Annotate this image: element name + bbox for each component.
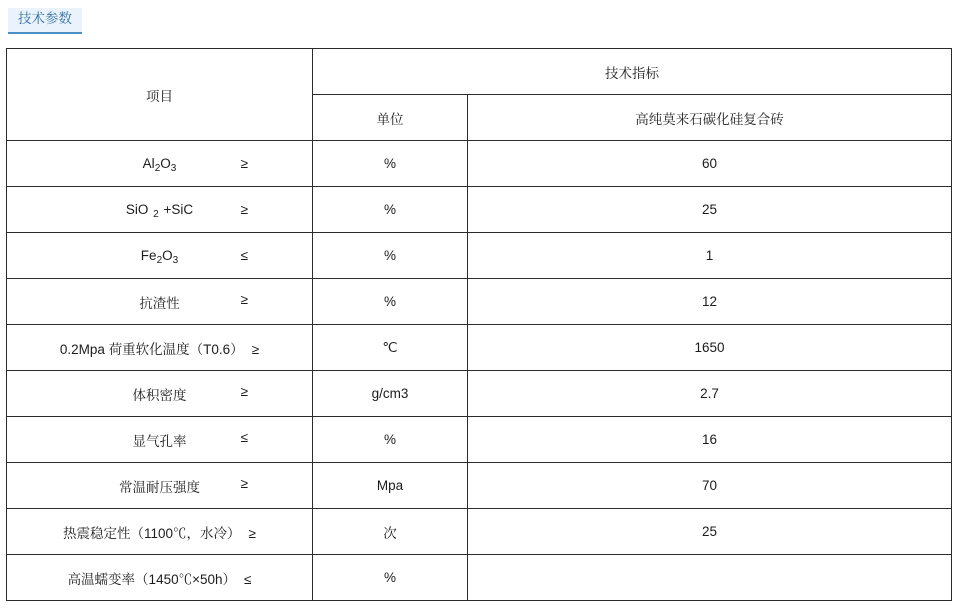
table-row [7,279,952,325]
item-name-wrapper [13,248,306,266]
comparison-operator: ≥ [240,475,248,491]
cell-item-name [7,555,313,601]
item-name-text: 常温耐压强度 [119,479,200,495]
cell-value: 1 [468,233,952,279]
table-row [7,417,952,463]
table-row [7,555,952,601]
comparison-operator: ≥ [240,202,248,217]
cell-unit: % [313,417,468,463]
table-row [7,141,952,187]
cell-item-name [7,141,313,187]
cell-value: 1650 [468,325,952,371]
header-cell-item: 项目 [7,49,313,141]
item-name-wrapper [13,156,306,174]
table-row [7,371,952,417]
header-cell-product: 高纯莫来石碳化硅复合砖 [468,95,952,141]
cell-value: 70 [468,463,952,509]
tab-technical-parameters[interactable] [8,8,82,34]
tab-label: 技术参数 [18,11,72,26]
cell-value [468,555,952,601]
header-cell-unit: 单位 [313,95,468,141]
cell-item-name [7,463,313,509]
cell-item-name [7,279,313,325]
cell-item-name [7,417,313,463]
comparison-operator: ≥ [240,291,248,307]
item-name-wrapper [13,292,306,312]
item-name-text: 抗渣性 [139,295,180,311]
item-name-wrapper [13,430,306,450]
technical-parameters-table [6,48,952,601]
item-name-text: 热震稳定性（1100℃，水冷） [63,525,241,541]
cell-item-name [7,325,313,371]
item-name-wrapper [13,476,306,496]
table-row [7,509,952,555]
cell-unit: Mpa [313,463,468,509]
cell-unit: % [313,279,468,325]
table-body [7,49,952,601]
table-row [7,233,952,279]
item-name-text: $Al_2O_3$ [142,156,177,174]
item-name-wrapper [13,384,306,404]
cell-item-name [7,509,313,555]
item-name-text: 显气孔率 [132,433,187,449]
cell-value: 60 [468,141,952,187]
item-name-wrapper [13,568,306,588]
item-name-wrapper [13,202,306,220]
cell-unit: % [313,555,468,601]
cell-item-name [7,187,313,233]
cell-unit: ℃ [313,325,468,371]
cell-unit: % [313,187,468,233]
cell-value: 25 [468,509,952,555]
table-header-row-1 [7,49,952,95]
cell-unit: 次 [313,509,468,555]
comparison-operator: ≥ [248,525,256,541]
cell-value: 16 [468,417,952,463]
item-name-text: SiO $_2$ +SiC [125,202,194,220]
cell-unit: % [313,141,468,187]
item-name-text: 0.2Mpa 荷重软化温度（T0.6） [59,341,244,357]
table-row [7,325,952,371]
cell-value: 25 [468,187,952,233]
cell-item-name [7,233,313,279]
item-name-text: 体积密度 [132,387,187,403]
item-name-wrapper [13,522,306,542]
cell-value: 12 [468,279,952,325]
comparison-operator: ≤ [244,571,252,587]
cell-item-name [7,371,313,417]
cell-unit: g/cm3 [313,371,468,417]
header-cell-indicator: 技术指标 [313,49,952,95]
comparison-operator: ≥ [240,383,248,399]
comparison-operator: ≤ [240,429,248,445]
table-row [7,187,952,233]
comparison-operator: ≥ [251,341,260,357]
item-name-wrapper [13,338,306,358]
item-name-text: $Fe_2O_3$ [140,248,179,266]
comparison-operator: ≥ [240,156,248,171]
comparison-operator: ≤ [240,248,248,263]
spec-table-container [6,48,951,601]
table-row [7,463,952,509]
cell-unit: % [313,233,468,279]
item-name-text: 高温蠕变率（1450℃×50h） [67,571,237,587]
cell-value: 2.7 [468,371,952,417]
